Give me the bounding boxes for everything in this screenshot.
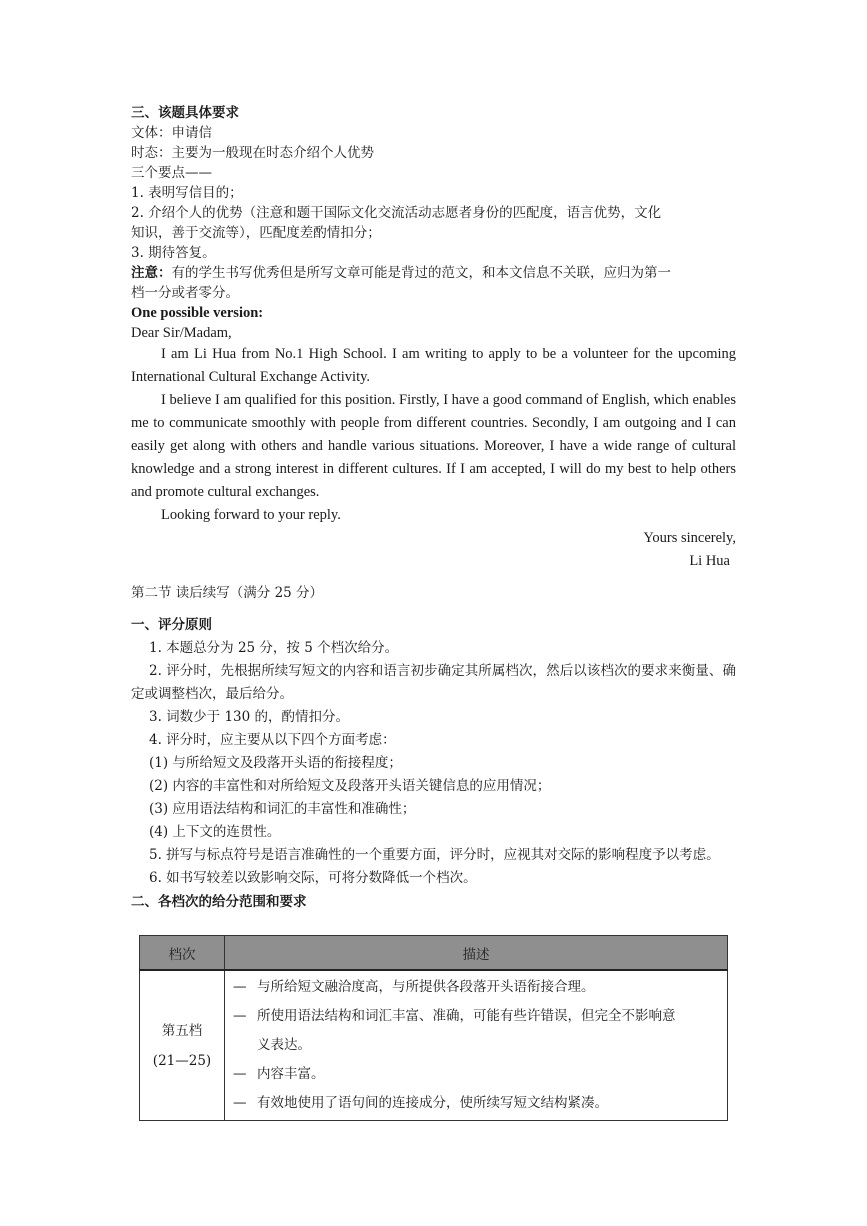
tense-line: 时态：主要为一般现在时态介绍个人优势: [131, 145, 374, 161]
note-text-a: 有的学生书写优秀但是所写文章可能是背过的范文，和本文信息不关联，应归为第一: [171, 265, 671, 281]
rule-1: 1. 本题总分为 25 分，按 5 个档次给分。: [149, 640, 399, 656]
list-item: [225, 1002, 727, 1031]
rule-5: 5. 拼写与标点符号是语言准确性的一个重要方面，评分时，应视其对交际的影响程度予以考虑。: [149, 847, 720, 863]
desc-2-a: 所使用语法结构和词汇丰富、准确，可能有些许错误，但完全不影响意: [257, 1008, 676, 1024]
dash-mark: —: [233, 1066, 247, 1082]
rule-6: 6. 如书写较差以致影响交际，可将分数降低一个档次。: [149, 870, 477, 886]
dash-mark: —: [233, 1095, 247, 1111]
header-level: 档次: [140, 936, 225, 971]
sample-letter: [131, 323, 736, 573]
section-2-title: 第二节 读后续写（满分 25 分）: [131, 585, 324, 601]
list-item: [225, 973, 727, 1002]
rule-2: 2. 评分时，先根据所续写短文的内容和语言初步确定其所属档次，然后以该档次的要求来衡量、确定或调整档次，最后给分。: [131, 663, 736, 702]
letter-signature: Li Hua: [689, 553, 730, 569]
rule-3: 3. 词数少于 130 的，酌情扣分。: [149, 709, 350, 725]
document-page: [131, 103, 736, 914]
rule-4-2: (2) 内容的丰富性和对所给短文及段落开头语关键信息的应用情况；: [149, 778, 551, 794]
letter-paragraph-3: Looking forward to your reply.: [161, 507, 341, 523]
letter-salutation: Dear Sir/Madam,: [131, 325, 232, 341]
letter-closing: Yours sincerely,: [643, 530, 736, 546]
letter-paragraph-1: I am Li Hua from No.1 High School. I am writing to apply to be a volunteer for the upcoming International Cultural Exchange Activity.: [131, 346, 736, 385]
note-line-b: 档一分或者零分。: [131, 285, 239, 301]
point-1: 1. 表明写信目的；: [131, 185, 243, 201]
table-row: [140, 970, 728, 1121]
dash-mark: —: [233, 1008, 247, 1024]
ranges-heading: 二、各档次的给分范围和要求: [131, 894, 307, 910]
rule-4-1: (1) 与所给短文及段落开头语的衔接程度；: [149, 755, 402, 771]
list-item: [225, 1060, 727, 1089]
desc-1: 与所给短文融洽度高，与所提供各段落开头语衔接合理。: [257, 979, 595, 995]
dash-mark: —: [233, 979, 247, 995]
point-2-line-a: 2. 介绍个人的优势（注意和题干国际文化交流活动志愿者身份的匹配度，语言优势，文化: [131, 205, 662, 221]
header-description: 描述: [225, 936, 728, 971]
level-range: (21—25): [152, 1052, 212, 1069]
description-cell: [225, 970, 728, 1121]
section-heading-requirements: 三、该题具体要求: [131, 105, 239, 121]
note-label: 注意：: [131, 265, 172, 281]
desc-4: 有效地使用了语句间的连接成分，使所续写短文结构紧凑。: [257, 1095, 608, 1111]
letter-paragraph-2: I believe I am qualified for this position. Firstly, I have a good command of English, which enables me to communicate smoothly with people from different countries. Secondly, I am outgoing and I can easily get along with others and handle various situations. Moreover, I have a wide range of cultural knowledge and a strong interest in different cultures. If I am accepted, I will do my best to help others and promote cultural exchanges.: [131, 392, 736, 500]
level-cell: [140, 970, 225, 1121]
point-2-line-b: 知识，善于交流等），匹配度差酌情扣分；: [131, 225, 381, 241]
level-name: 第五档: [161, 1022, 203, 1039]
principles-heading: 一、评分原则: [131, 617, 212, 633]
point-3: 3. 期待答复。: [131, 245, 216, 261]
rule-4: 4. 评分时，应主要从以下四个方面考虑：: [149, 732, 396, 748]
rule-4-4: (4) 上下文的连贯性。: [149, 824, 281, 840]
version-label: One possible version:: [131, 305, 264, 321]
note-line-a: [131, 263, 736, 283]
genre-line: 文体：申请信: [131, 125, 212, 141]
list-item: [225, 1089, 727, 1118]
grade-table: [139, 935, 728, 1121]
desc-3: 内容丰富。: [257, 1066, 325, 1082]
desc-2-b: 义表达。: [257, 1037, 311, 1053]
table-header-row: [140, 936, 728, 971]
rule-4-3: (3) 应用语法结构和词汇的丰富性和准确性；: [149, 801, 416, 817]
points-intro: 三个要点——: [131, 165, 212, 181]
